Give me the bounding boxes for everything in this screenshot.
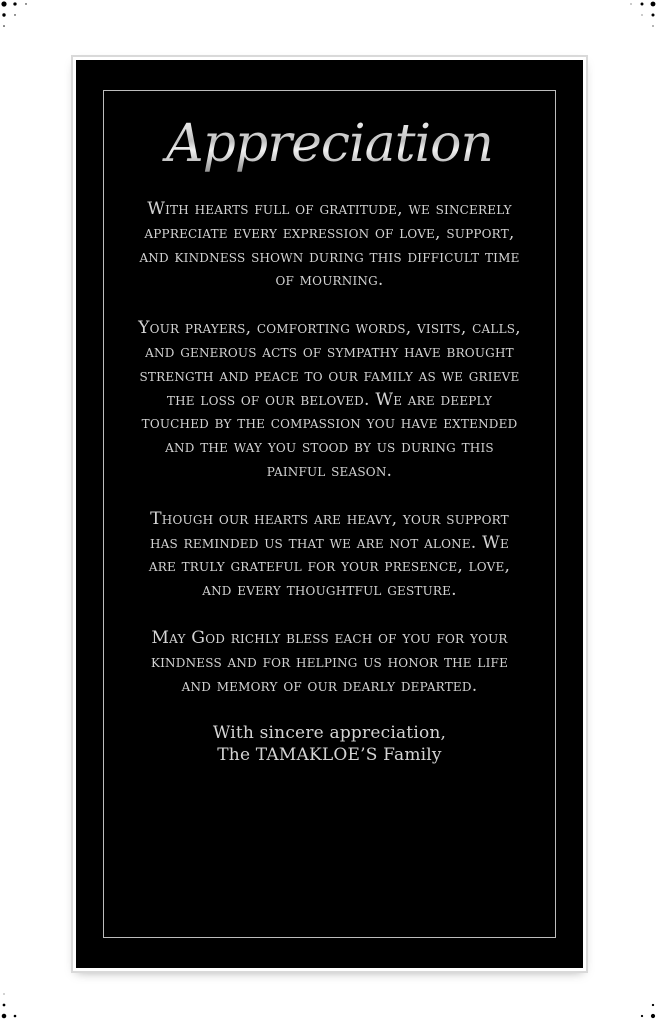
paragraph-support: Though our hearts are heavy, your support has reminded us that we are not alone. We are truly grateful for your presence, love, and every thoughtful gesture.: [148, 508, 511, 601]
paragraph-prayers: Your prayers, comforting words, visits, calls, and generous acts of sympathy have brought strength and peace to our family as we grieve the loss of our beloved. We are deeply touched by the compassion you have extended and the way you stood by us during this painful season.: [138, 318, 521, 481]
paragraph-gratitude: With hearts full of gratitude, we sincerely appreciate every expression of love, support, and kindness shown during this difficult time of mourning.: [139, 199, 520, 291]
signoff: [134, 722, 525, 766]
card-title: Appreciation: [76, 114, 583, 174]
paragraph-blessing: May God richly bless each of you for your kindness and for helping us honor the life and memory of our dearly departed.: [150, 627, 509, 696]
signoff-family-name: The TAMAKLOE’S Family: [217, 745, 442, 766]
appreciation-card: [76, 60, 583, 968]
signoff-line: With sincere appreciation,: [212, 723, 447, 744]
card-body: [134, 198, 525, 766]
